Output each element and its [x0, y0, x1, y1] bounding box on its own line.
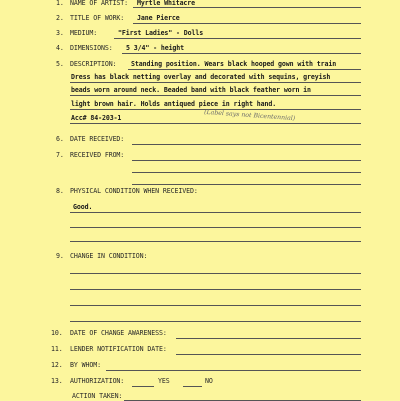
field-6-label: DATE RECEIVED:: [70, 135, 125, 143]
description-line-4: light brown hair. Holds antiqued piece in right hand.: [71, 100, 277, 108]
description-rule-3: [70, 95, 361, 96]
physical-condition-line-3: [70, 241, 361, 242]
field-4-label: DIMENSIONS:: [70, 44, 113, 52]
change-condition-line-3: [70, 305, 361, 306]
field-2-number: 2.: [56, 14, 64, 22]
physical-condition-line-2: [70, 227, 361, 228]
description-rule-1: [128, 69, 361, 70]
description-line-3: beads worn around neck. Beaded band with black feather worn in: [71, 86, 311, 94]
physical-condition-value: Good.: [73, 203, 93, 211]
physical-condition-line-1: [70, 212, 361, 213]
dimensions-line: [122, 53, 361, 54]
handwritten-note: (Label says not Bicentennial): [203, 108, 296, 123]
field-11-number: 11.: [51, 345, 63, 353]
action-taken-label: ACTION TAKEN:: [72, 392, 123, 400]
date-received-line: [132, 144, 361, 145]
field-12-label: BY WHOM:: [70, 361, 101, 369]
description-line-1: Standing position. Wears black hooped gown with train: [131, 60, 337, 68]
field-10-label: DATE OF CHANGE AWARENESS:: [70, 329, 167, 337]
field-7-label: RECEIVED FROM:: [70, 151, 125, 159]
field-7-number: 7.: [56, 151, 64, 159]
field-3-number: 3.: [56, 29, 64, 37]
field-1-number: 1.: [56, 0, 64, 7]
field-10-number: 10.: [51, 329, 63, 337]
by-whom-line: [106, 370, 361, 371]
authorization-no-label: NO: [205, 377, 213, 385]
change-condition-line-4: [70, 321, 361, 322]
field-6-number: 6.: [56, 135, 64, 143]
authorization-no-line: [183, 386, 202, 387]
artist-name-value: Myrtle Whitacre: [137, 0, 196, 7]
field-9-number: 9.: [56, 252, 64, 260]
field-2-label: TITLE OF WORK:: [70, 14, 125, 22]
medium-value: "First Ladies" - Dolls: [118, 29, 204, 37]
field-12-number: 12.: [51, 361, 63, 369]
artist-name-line: [133, 7, 361, 8]
field-5-label: DESCRIPTION:: [70, 60, 117, 68]
field-5-number: 5.: [56, 60, 64, 68]
field-9-label: CHANGE IN CONDITION:: [70, 252, 148, 260]
date-of-change-line: [176, 338, 361, 339]
change-condition-line-1: [70, 273, 361, 274]
field-13-number: 13.: [51, 377, 63, 385]
field-11-label: LENDER NOTIFICATION DATE:: [70, 345, 167, 353]
title-of-work-line: [133, 23, 361, 24]
description-line-2: Dress has black netting overlay and decorated with sequins, greyish: [71, 73, 331, 81]
medium-line: [114, 38, 361, 39]
received-from-line-3: [132, 184, 361, 185]
field-3-label: MEDIUM:: [70, 29, 98, 37]
authorization-yes-line: [132, 386, 154, 387]
field-4-number: 4.: [56, 44, 64, 52]
field-8-number: 8.: [56, 187, 64, 195]
description-rule-5: [70, 123, 361, 124]
authorization-yes-label: YES: [158, 377, 170, 385]
field-13-label: AUTHORIZATION:: [70, 377, 125, 385]
accession-number: Acc# 84-203-1: [71, 114, 122, 122]
received-from-line-2: [132, 172, 361, 173]
field-1-label: NAME OF ARTIST:: [70, 0, 129, 7]
field-8-label: PHYSICAL CONDITION WHEN RECEIVED:: [70, 187, 198, 195]
description-rule-2: [70, 82, 361, 83]
received-from-line-1: [132, 160, 361, 161]
lender-notification-line: [176, 354, 361, 355]
dimensions-value: 5 3/4" - height: [126, 44, 185, 52]
title-of-work-value: Jane Pierce: [137, 14, 180, 22]
change-condition-line-2: [70, 289, 361, 290]
